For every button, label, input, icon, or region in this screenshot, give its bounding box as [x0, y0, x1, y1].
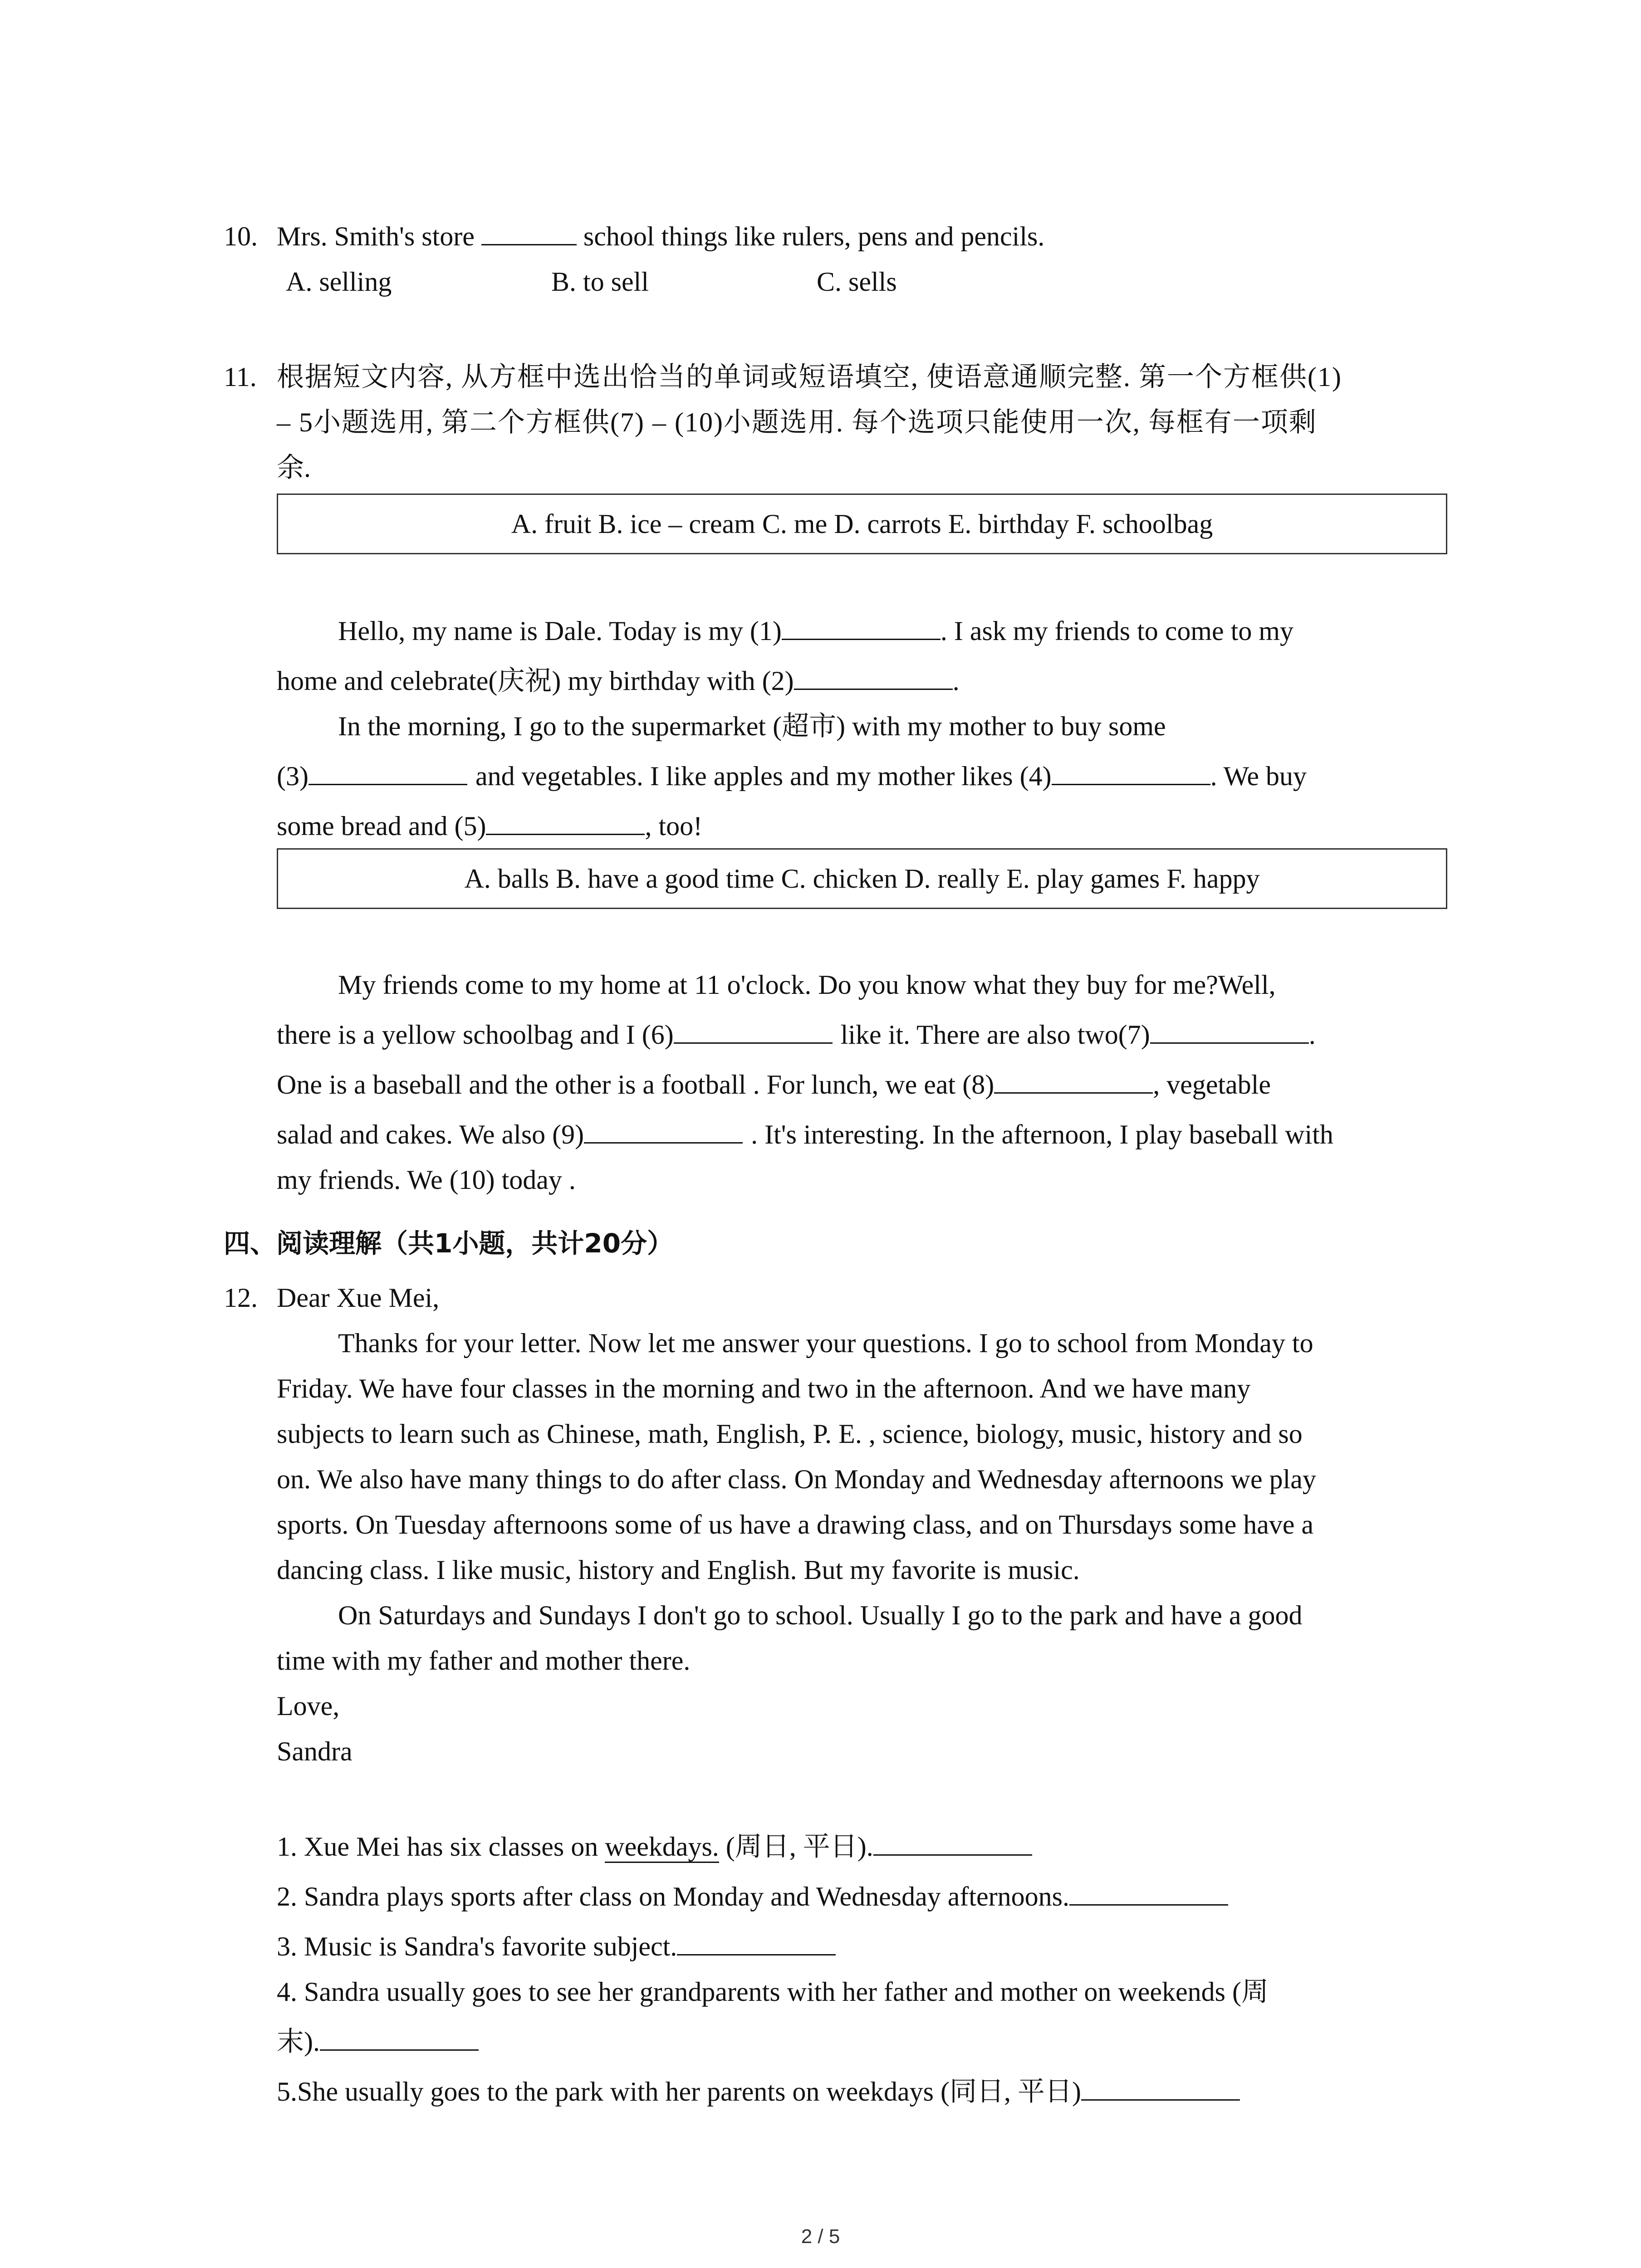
blank-1[interactable]: [782, 611, 941, 640]
p2-line2-text-a: there is a yellow schoolbag and I (6): [277, 1020, 674, 1050]
p1-line4-text-c: . We buy: [1210, 761, 1307, 791]
p2-line5: [277, 1157, 576, 1203]
p1-line1-text-b: . I ask my friends to come to my: [940, 616, 1294, 646]
statement-4-line2: [277, 2019, 479, 2065]
statement-2: [277, 1873, 1228, 1920]
page-number: 2 / 5: [801, 2225, 840, 2248]
p2-line1: My friends come to my home at 11 o'clock. Do you know what they buy for me?Well,: [338, 970, 1276, 1000]
p1-line2: [277, 658, 960, 704]
answer-blank-2[interactable]: [1069, 1877, 1228, 1906]
statement-3-text: 3. Music is Sandra's favorite subject.: [277, 1931, 677, 1961]
letter-salutation: Dear Xue Mei,: [277, 1283, 440, 1313]
letter-closing: Love,: [277, 1691, 340, 1721]
answer-blank-3[interactable]: [677, 1927, 836, 1955]
statement-1-text: 1. Xue Mei has six classes on: [277, 1832, 598, 1862]
p2-line3: [277, 1061, 1271, 1108]
q10-stem-a: Mrs. Smith's store: [277, 221, 475, 251]
p2-line4-text-b: . It's interesting. In the afternoon, I play baseball with: [751, 1119, 1333, 1149]
q11-instruction-line3: 余.: [277, 453, 311, 483]
p1-line5-text-a: some bread and (5): [277, 811, 486, 841]
blank-8[interactable]: [994, 1065, 1153, 1094]
statement-3: [277, 1923, 836, 1970]
q12-number: 12.: [224, 1283, 258, 1313]
q10-option-b[interactable]: B. to sell: [551, 267, 649, 297]
p2-line4-text-a: salad and cakes. We also (9): [277, 1119, 584, 1149]
p2-line2-text-c: .: [1308, 1020, 1316, 1050]
p1-line4-text-a: (3): [277, 761, 309, 791]
q10-number: 10.: [224, 221, 258, 251]
q11-number: 11.: [224, 362, 257, 392]
p2-line3-text-a: One is a baseball and the other is a football . For lunch, we eat (8): [277, 1070, 994, 1100]
letter-para1-line2: Friday. We have four classes in the morning and two in the afternoon. And we have many: [277, 1374, 1251, 1403]
answer-blank-1[interactable]: [873, 1827, 1032, 1856]
p1-line1: [338, 608, 1293, 654]
p1-line2-text-a: home and celebrate(庆祝) my birthday with (2): [277, 666, 794, 696]
p1-line2-text-b: .: [952, 666, 960, 696]
statement-2-text: 2. Sandra plays sports after class on Monday and Wednesday afternoons.: [277, 1882, 1069, 1911]
p1-line4: [277, 753, 1307, 799]
blank-6[interactable]: [674, 1015, 833, 1044]
p1-line5-text-b: , too!: [645, 811, 703, 841]
p1-line5: [277, 803, 702, 849]
p2-line2: [277, 1012, 1316, 1058]
statement-1-note: (周日, 平日).: [719, 1832, 873, 1862]
blank-3[interactable]: [309, 757, 467, 785]
q10-blank[interactable]: [481, 217, 577, 245]
statement-5-text: 5.She usually goes to the park with her parents on weekdays (同日, 平日): [277, 2077, 1081, 2107]
statement-1-underlined: weekdays.: [605, 1832, 719, 1863]
q11-instruction-line1: 根据短文内容, 从方框中选出恰当的单词或短语填空, 使语意通顺完整. 第一个方框供(1): [277, 362, 1342, 392]
blank-7[interactable]: [1150, 1015, 1309, 1044]
word-box-1: A. fruit B. ice – cream C. me D. carrots E. birthday F. schoolbag: [277, 494, 1447, 554]
statement-4-line1: 4. Sandra usually goes to see her grandparents with her father and mother on weekends (周: [277, 1977, 1269, 2007]
blank-9[interactable]: [584, 1115, 743, 1144]
p2-line5-text-a: my friends. We (10): [277, 1165, 495, 1195]
blank-10[interactable]: today .: [495, 1165, 576, 1195]
blank-2[interactable]: [794, 661, 953, 690]
letter-para1-line6: dancing class. I like music, history and English. But my favorite is music.: [277, 1555, 1080, 1585]
answer-blank-5[interactable]: [1081, 2072, 1240, 2101]
q10-option-a[interactable]: A. selling: [286, 267, 392, 297]
statement-5: [277, 2068, 1240, 2115]
letter-para1-line4: on. We also have many things to do after class. On Monday and Wednesday afternoons we play: [277, 1464, 1316, 1494]
q10-option-c[interactable]: C. sells: [817, 267, 897, 297]
q10-stem: [277, 213, 1044, 259]
blank-4[interactable]: [1052, 757, 1210, 785]
section-heading: 四、阅读理解（共1小题，共计20分）: [224, 1228, 674, 1259]
letter-para2-line2: time with my father and mother there.: [277, 1646, 691, 1676]
q11-instruction-line2: – 5小题选用, 第二个方框供(7) – (10)小题选用. 每个选项只能使用一次, 每框有一项剩: [277, 407, 1317, 437]
statement-4-text-b: 末).: [277, 2027, 320, 2057]
p1-line1-text-a: Hello, my name is Dale. Today is my (1): [338, 616, 782, 646]
letter-para1-line3: subjects to learn such as Chinese, math, English, P. E. , science, biology, music, history and so: [277, 1419, 1303, 1449]
word-box-2: A. balls B. have a good time C. chicken D. really E. play games F. happy: [277, 848, 1447, 909]
answer-blank-4[interactable]: [320, 2022, 479, 2051]
p2-line2-text-b: like it. There are also two(7): [840, 1020, 1150, 1050]
statement-1: [277, 1823, 1032, 1870]
p2-line3-text-b: , vegetable: [1153, 1070, 1271, 1100]
letter-signature: Sandra: [277, 1736, 353, 1766]
blank-5[interactable]: [486, 807, 645, 835]
letter-para2-line1: On Saturdays and Sundays I don't go to school. Usually I go to the park and have a good: [338, 1600, 1303, 1630]
p1-line3: In the morning, I go to the supermarket (超市) with my mother to buy some: [338, 711, 1166, 741]
letter-para1-line1: Thanks for your letter. Now let me answer your questions. I go to school from Monday to: [338, 1328, 1313, 1358]
p1-line4-text-b: and vegetables. I like apples and my mother likes (4): [475, 761, 1052, 791]
p2-line4: [277, 1111, 1333, 1158]
q10-stem-b: school things like rulers, pens and pencils.: [583, 221, 1045, 251]
letter-para1-line5: sports. On Tuesday afternoons some of us have a drawing class, and on Thursdays some have a: [277, 1510, 1314, 1540]
